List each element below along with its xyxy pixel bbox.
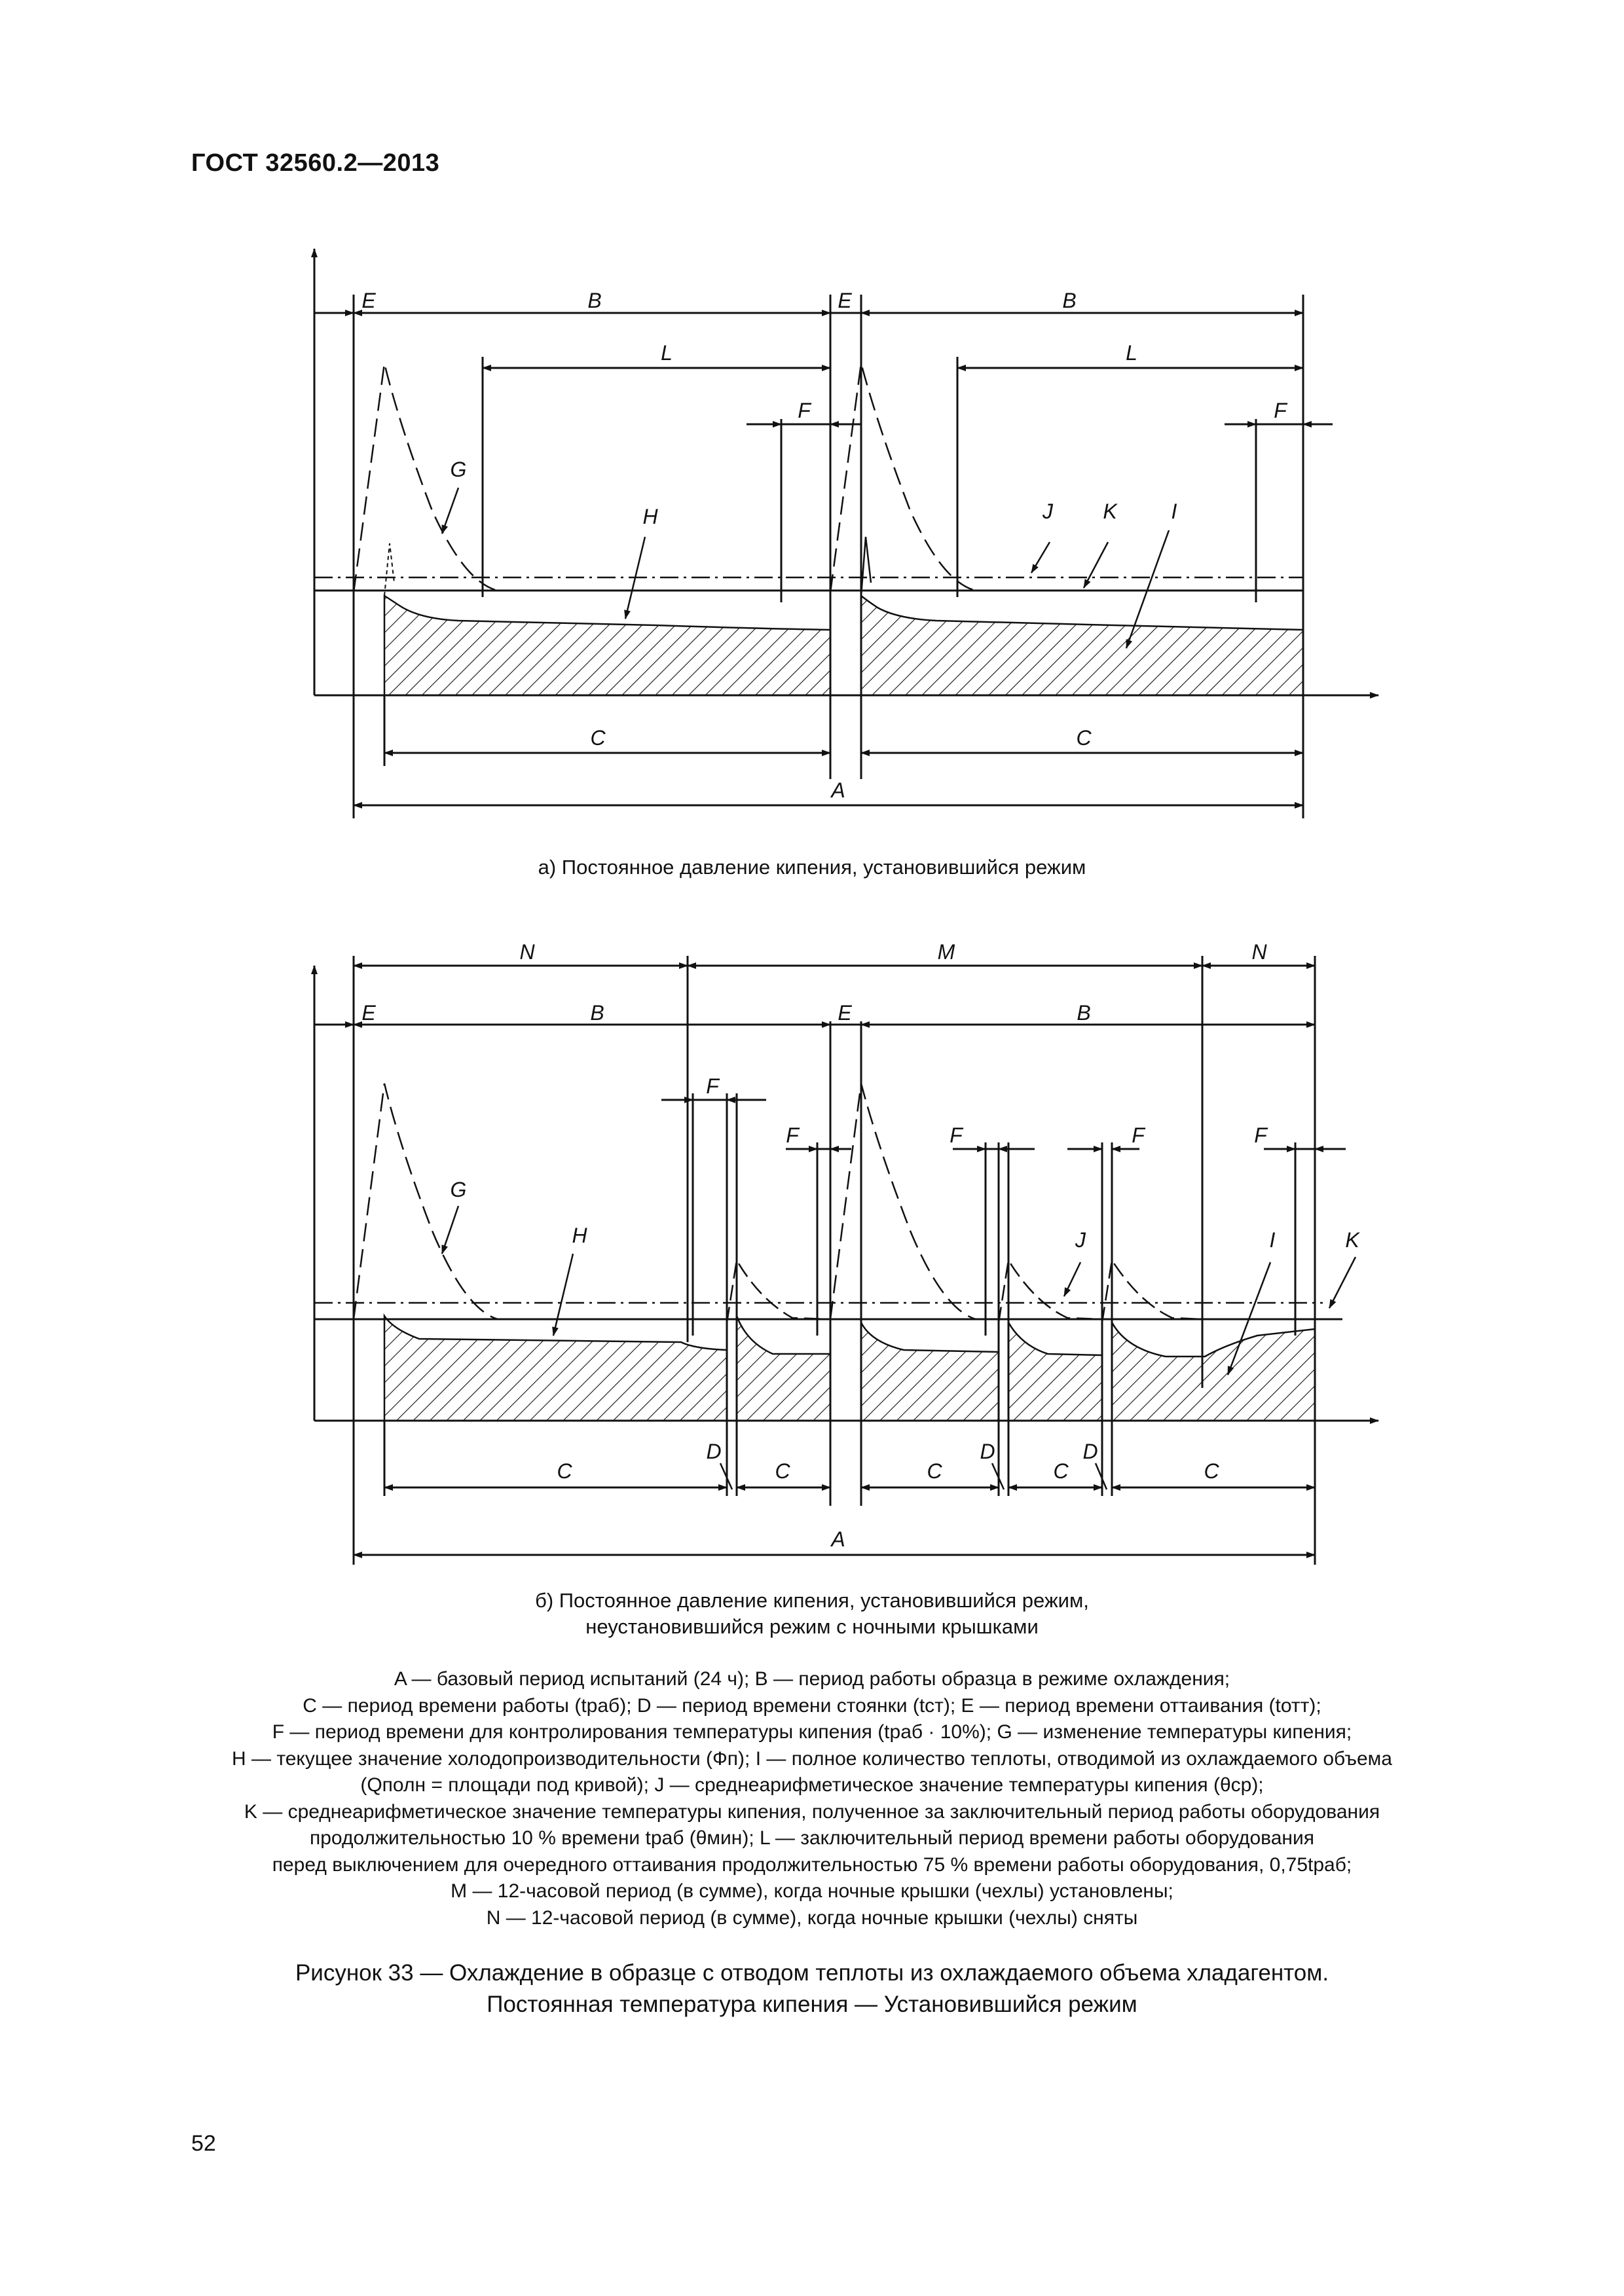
label-b2: B	[1077, 1001, 1091, 1025]
document-header: ГОСТ 32560.2—2013	[191, 149, 440, 177]
label-e2: E	[838, 289, 852, 312]
label-g: G	[450, 1178, 467, 1201]
label-c4: C	[1053, 1459, 1069, 1483]
legend-line: (Qполн = площади под кривой); J — среднеарифметическое значение температуры кипения (θср);	[360, 1774, 1264, 1796]
label-c5: C	[1204, 1459, 1219, 1483]
label-l1: L	[661, 341, 673, 365]
label-c1: C	[557, 1459, 572, 1483]
label-f1: F	[706, 1074, 719, 1098]
label-c3: C	[927, 1459, 942, 1483]
label-f2: F	[1274, 399, 1287, 422]
label-j: J	[1075, 1228, 1086, 1252]
label-f1: F	[798, 399, 811, 422]
label-n2: N	[1251, 940, 1267, 964]
label-j: J	[1043, 500, 1053, 523]
legend-line: H — текущее значение холодопроизводительности (Фп); I — полное количество теплоты, отводимой из охлаждаемого объема	[232, 1747, 1392, 1770]
label-e1: E	[361, 289, 376, 312]
figure-title	[0, 1958, 1624, 2020]
figure-a-caption: а) Постоянное давление кипения, установившийся режим	[538, 856, 1086, 879]
label-h: H	[572, 1224, 587, 1247]
label-e1: E	[361, 1001, 376, 1025]
label-c2: C	[775, 1459, 790, 1483]
label-i: I	[1269, 1228, 1276, 1252]
label-i: I	[1171, 500, 1177, 523]
label-e2: E	[838, 1001, 852, 1025]
figure-b-caption-line1: б) Постоянное давление кипения, установившийся режим,	[535, 1589, 1089, 1612]
label-b1: B	[590, 1001, 604, 1025]
figure-b-caption-line2: неустановившийся режим с ночными крышками	[585, 1615, 1039, 1638]
label-l2: L	[1126, 341, 1137, 365]
label-g: G	[450, 458, 467, 481]
label-c1: C	[590, 726, 606, 750]
figure-title-line1: Рисунок 33 — Охлаждение в образце с отводом теплоты из охлаждаемого объема хладагентом.	[295, 1960, 1329, 1986]
figure-b-caption	[0, 1588, 1624, 1640]
label-b2: B	[1062, 289, 1077, 312]
legend-line: F — период времени для контролирования температуры кипения (tраб · 10%); G — изменение температуры кипения;	[272, 1721, 1352, 1743]
legend-line: K — среднеарифметическое значение температуры кипения, полученное за заключительный период работы оборудования	[244, 1800, 1380, 1823]
label-k: K	[1345, 1228, 1359, 1252]
label-h: H	[642, 505, 658, 528]
label-f3: F	[950, 1123, 963, 1147]
label-d2: D	[980, 1440, 995, 1463]
label-f5: F	[1254, 1123, 1267, 1147]
label-f2: F	[786, 1123, 799, 1147]
legend-line: C — период времени работы (tраб); D — период времени стоянки (tст); E — период времени оттаивания (tотт);	[303, 1694, 1321, 1717]
label-k: K	[1103, 500, 1117, 523]
legend-line: продолжительностью 10 % времени tраб (θмин); L — заключительный период времени работы оборудования	[310, 1827, 1314, 1849]
label-c2: C	[1076, 726, 1092, 750]
legend-line: A — базовый период испытаний (24 ч); B — период работы образца в режиме охлаждения;	[394, 1668, 1230, 1690]
figure-legend	[157, 1666, 1467, 1931]
label-m: M	[937, 940, 955, 964]
label-f4: F	[1132, 1123, 1145, 1147]
label-n1: N	[519, 940, 535, 964]
label-d3: D	[1082, 1440, 1098, 1463]
legend-line: M — 12-часовой период (в сумме), когда ночные крышки (чехлы) установлены;	[451, 1880, 1173, 1902]
legend-line: N — 12-часовой период (в сумме), когда ночные крышки (чехлы) сняты	[486, 1906, 1138, 1929]
label-b1: B	[587, 289, 602, 312]
label-a: A	[831, 1527, 845, 1551]
figure-title-line2: Постоянная температура кипения — Установившийся режим	[487, 1992, 1137, 2017]
label-a: A	[831, 778, 845, 802]
legend-line: перед выключением для очередного оттаивания продолжительностью 75 % времени работы оборудования, 0,75tраб;	[272, 1853, 1352, 1876]
label-d1: D	[706, 1440, 722, 1463]
page-number: 52	[191, 2131, 216, 2156]
